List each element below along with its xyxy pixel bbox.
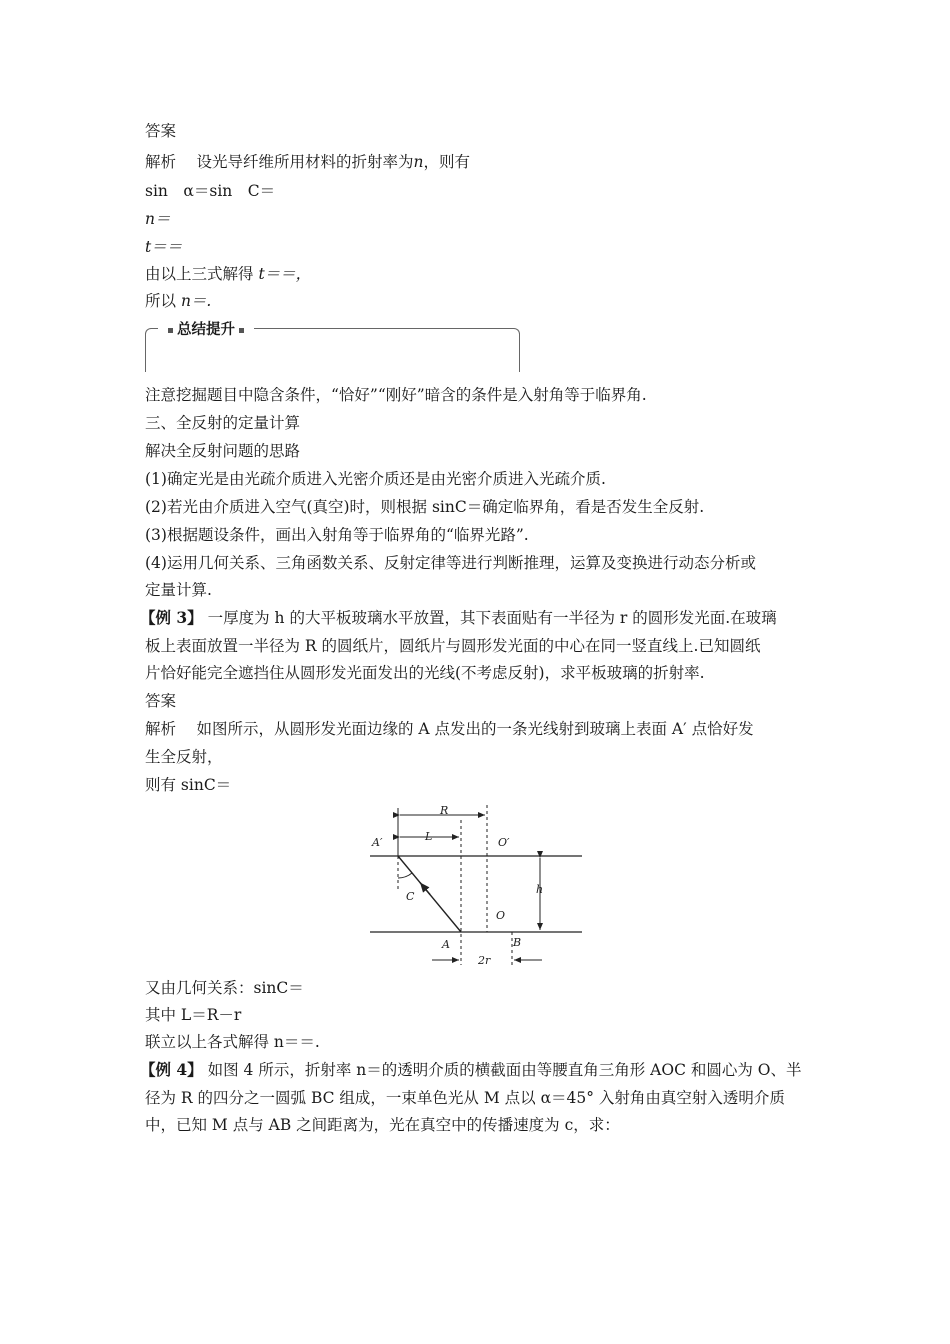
2r-label: 2r <box>478 954 491 967</box>
text-span: 所以 <box>145 292 177 310</box>
example-3-label: 【例 3】 <box>140 608 203 627</box>
analysis-line-2-cont: 生全反射， <box>145 748 223 766</box>
example-4-label: 【例 4】 <box>140 1060 203 1079</box>
R-label: R <box>440 804 449 817</box>
example-3-line-2: 板上表面放置一半径为 R 的圆纸片，圆纸片与圆形发光面的中心在同一竖直线上.已知圆纸 <box>145 637 761 655</box>
step-2: (2)若光由介质进入空气(真空)时，则根据 sinC＝确定临界角，看是否发生全反射. <box>145 498 705 516</box>
A-label: A <box>442 938 450 951</box>
answer-label-1: 答案 <box>145 122 177 140</box>
example-4-line-1 <box>140 1060 802 1080</box>
O-label: O <box>496 909 506 922</box>
equation-sinC: 则有 sinC＝ <box>145 776 232 794</box>
light-ray-arrow <box>420 883 430 895</box>
example-4-line-3: 中，已知 M 点与 AB 之间距离为，光在真空中的传播速度为 c，求： <box>145 1116 620 1134</box>
method-heading: 解决全反射问题的思路 <box>145 442 301 460</box>
solve-line <box>145 264 311 284</box>
analysis-label: 解析 <box>145 720 177 738</box>
optics-figure <box>360 800 590 972</box>
analysis-label: 解析 <box>145 153 177 171</box>
step-4: (4)运用几何关系、三角函数关系、反射定律等进行判断推理，运算及变换进行动态分析或 <box>145 554 756 572</box>
equation-t: t＝＝ <box>145 238 183 256</box>
equation-span: t＝＝， <box>258 265 312 283</box>
answer-label-2: 答案 <box>145 692 177 710</box>
equation-n: n＝ <box>145 210 171 228</box>
analysis-line-2 <box>145 719 754 739</box>
geometry-relation: 又由几何关系：sinC＝ <box>145 979 304 997</box>
text-span: 如图所示，从圆形发光面边缘的 A 点发出的一条光线射到玻璃上表面 A′ 点恰好发 <box>196 720 754 738</box>
text-span: 由以上三式解得 <box>145 265 254 283</box>
bullet-square-icon <box>168 328 173 333</box>
example-3-line-3: 片恰好能完全遮挡住从圆形发光面发出的光线(不考虑反射)，求平板玻璃的折射率. <box>145 664 705 682</box>
text-span: 设光导纤维所用材料的折射率为 <box>196 153 414 171</box>
L-label: L <box>425 830 433 843</box>
summary-title-text: 总结提升 <box>177 322 235 338</box>
O-prime-label: O′ <box>498 836 510 849</box>
summary-text: 注意挖掘题目中隐含条件，“恰好”“刚好”暗含的条件是入射角等于临界角. <box>145 386 647 404</box>
L-relation: 其中 L＝R－r <box>145 1006 242 1024</box>
analysis-line-1 <box>145 152 470 172</box>
step-1: (1)确定光是由光疏介质进入光密介质还是由光密介质进入光疏介质. <box>145 470 606 488</box>
example-3-line-1 <box>140 608 777 628</box>
B-label: B <box>513 936 522 949</box>
example-4-line-2: 径为 R 的四分之一圆弧 BC 组成，一束单色光从 M 点以 α＝45° 入射角由真空射入透明介质 <box>145 1089 785 1107</box>
text-span: 如图 4 所示，折射率 n＝的透明介质的横截面由等腰直角三角形 AOC 和圆心为 O、半 <box>207 1061 802 1079</box>
equation-span: n＝. <box>180 292 212 310</box>
summary-box-right-leg <box>519 352 520 372</box>
A-prime-label: A′ <box>372 836 383 849</box>
bullet-square-icon <box>239 328 244 333</box>
section-heading: 三、全反射的定量计算 <box>145 414 301 432</box>
equation-sin: sin α＝sin C＝ <box>145 182 276 200</box>
C-label: C <box>406 890 415 903</box>
summary-title <box>158 320 254 340</box>
summary-box-left-leg <box>145 352 146 372</box>
step-4-cont: 定量计算. <box>145 581 212 599</box>
summary-box-mask <box>145 352 520 376</box>
conclusion-line <box>145 291 211 311</box>
step-3: (3)根据题设条件，画出入射角等于临界角的“临界光路”. <box>145 526 529 544</box>
solve-n: 联立以上各式解得 n＝＝. <box>145 1033 320 1051</box>
var-n: n <box>413 153 424 171</box>
text-span: 一厚度为 h 的大平板玻璃水平放置，其下表面贴有一半径为 r 的圆形发光面.在玻璃 <box>207 609 777 627</box>
h-label: h <box>536 883 544 896</box>
critical-angle-arc <box>398 873 412 878</box>
text-span: ，则有 <box>423 153 470 171</box>
